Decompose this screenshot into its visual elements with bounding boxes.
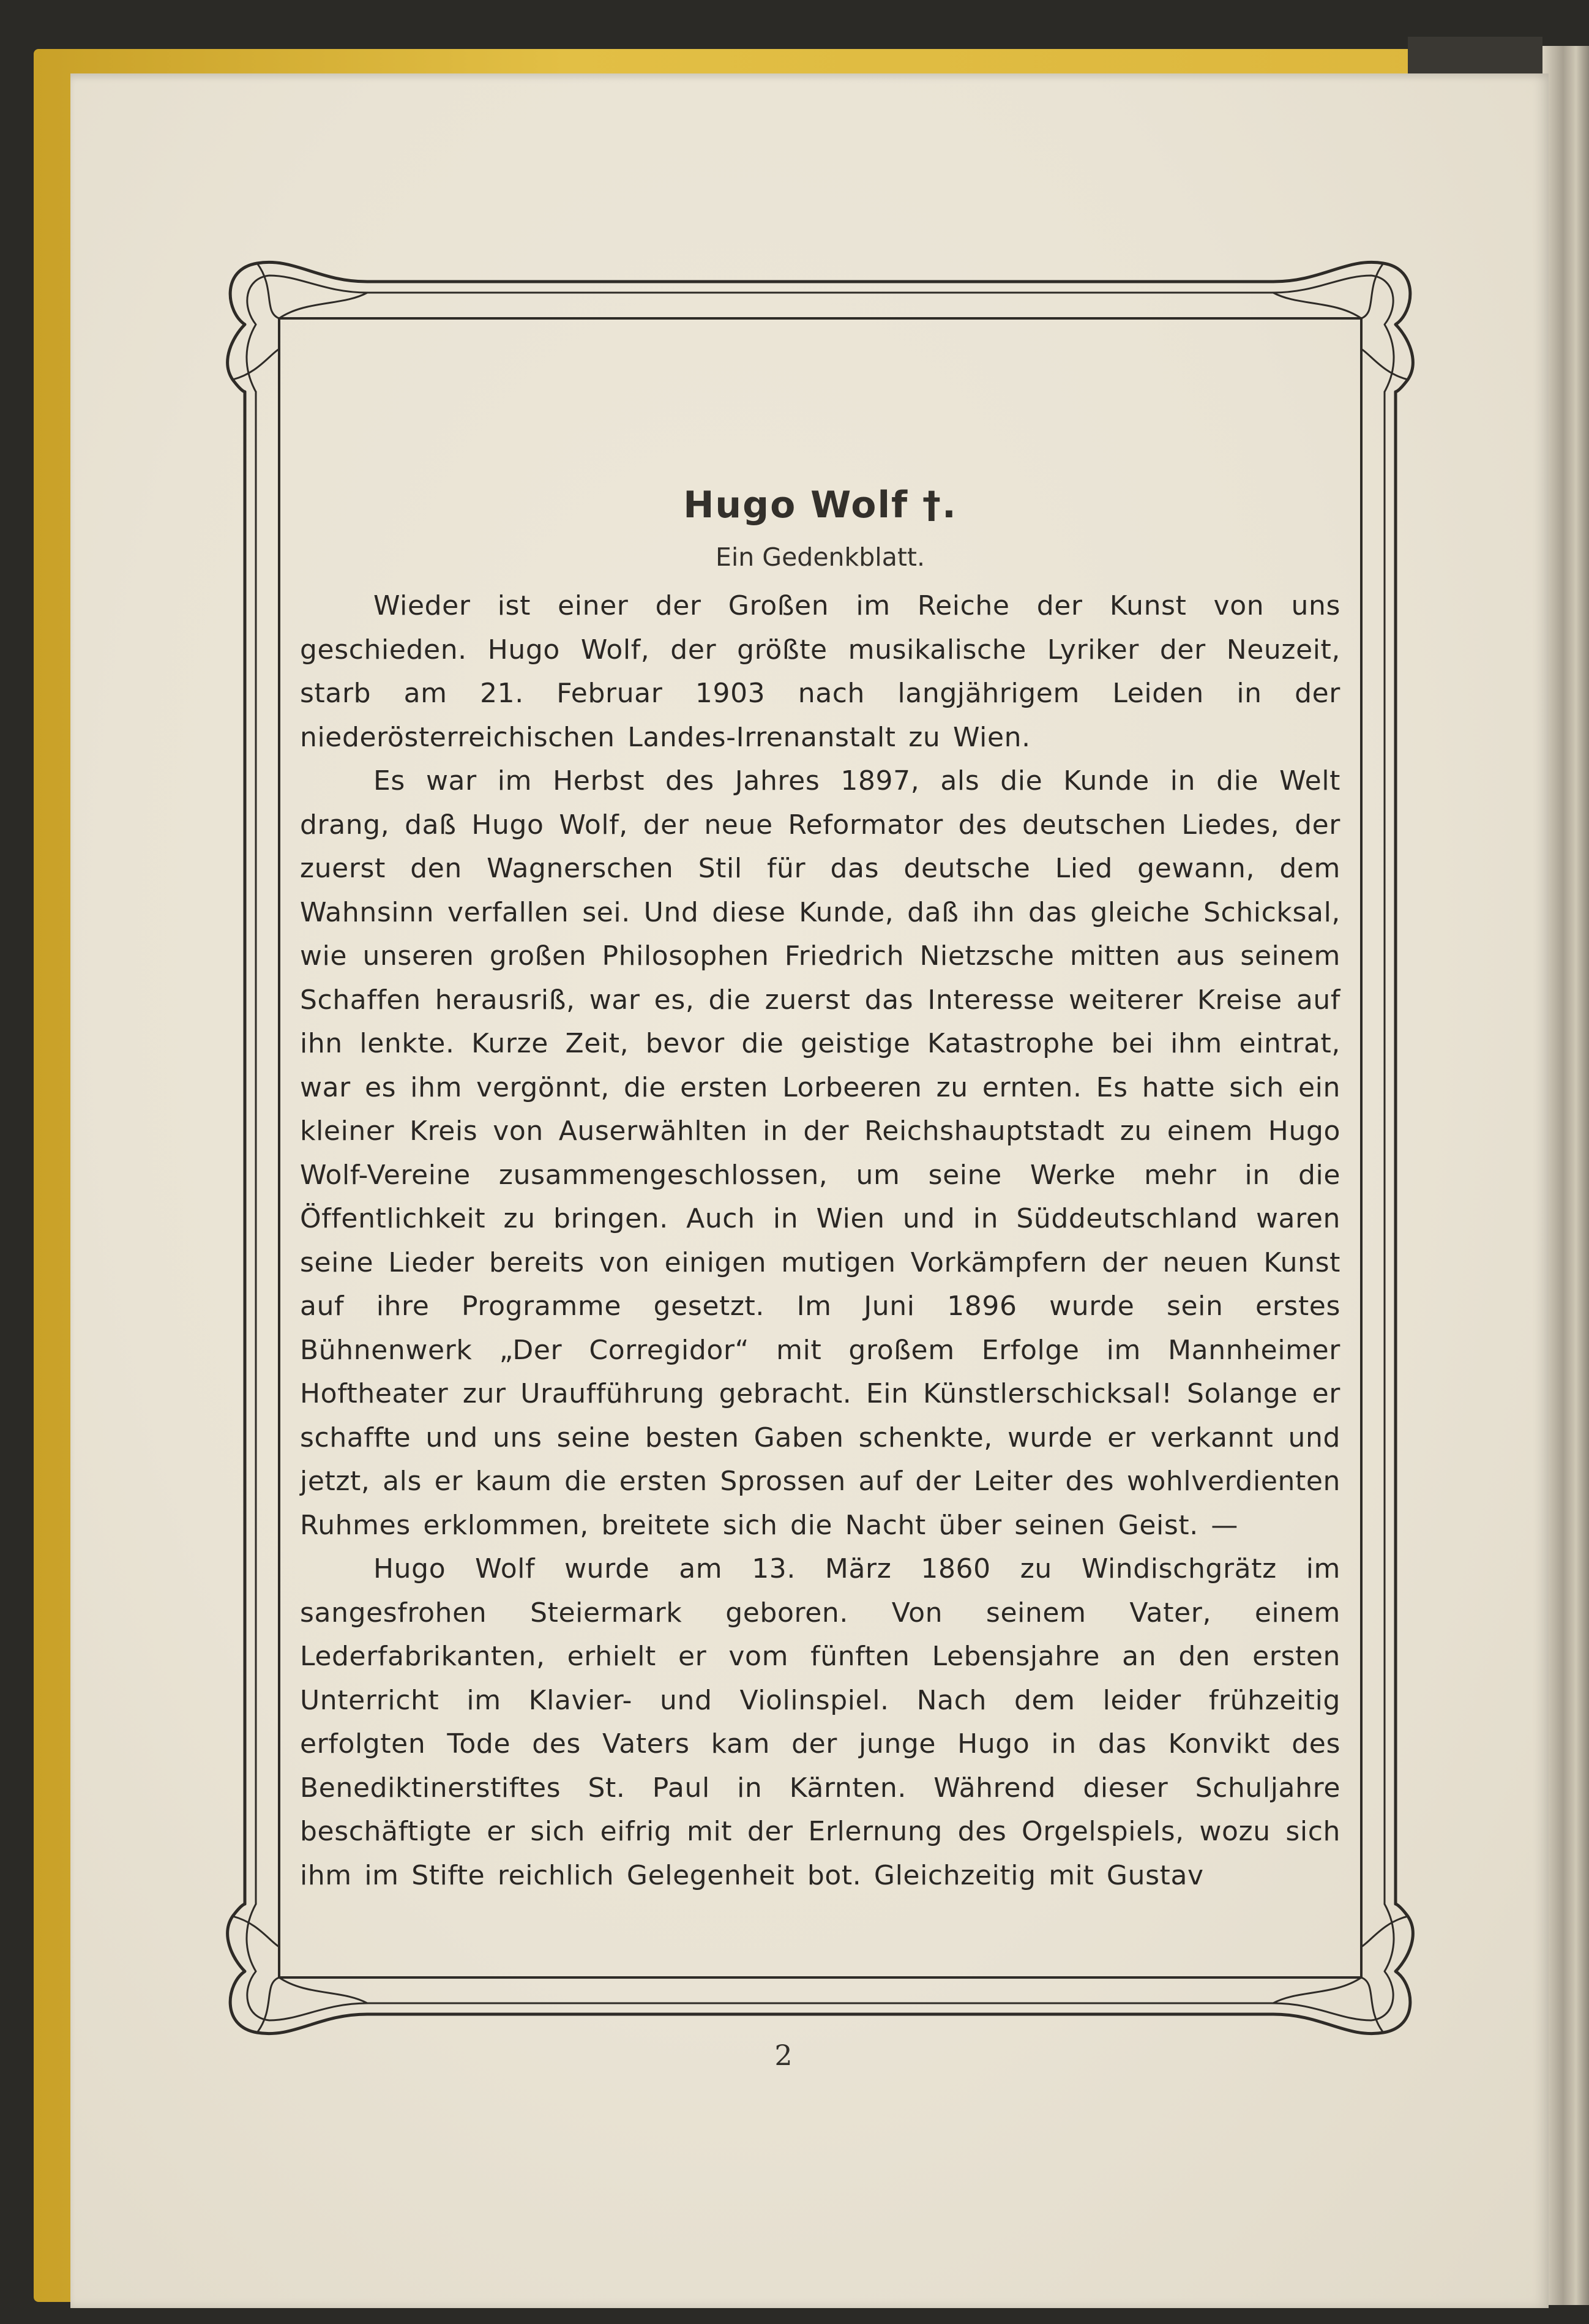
article [300, 484, 1340, 1897]
article-subtitle: Ein Gedenkblatt. [715, 542, 925, 572]
page-number: 2 [774, 2039, 793, 2072]
paragraph: Hugo Wolf wurde am 13. März 1860 zu Windischgrätz im sangesfrohen Steiermark geboren. Von seinem Vater, einem Lederfabrikanten, erhielt er vom fünften Lebensjahre an den ersten Unterricht im Klavier- und Violinspiel. Nach dem leider frühzeitig erfolgten Tode des Vaters kam der junge Hugo in das Konvikt des Benediktinerstiftes St. Paul in Kärnten. Während dieser Schuljahre beschäftigte er sich eifrig mit der Erlernung des Orgelspiels, wozu sich ihm im Stifte reichlich Gelegenheit bot. Gleichzeitig mit Gustav [300, 1553, 1340, 1891]
article-title: Hugo Wolf †. [683, 484, 957, 527]
paragraph: Wieder ist einer der Großen im Reiche der Kunst von uns geschieden. Hugo Wolf, der größte musikalische Lyriker der Neuzeit, starb am 21. Februar 1903 nach langjährigem Leiden in der niederösterreichischen Landes-Irrenanstalt zu Wien. [300, 590, 1340, 753]
paragraph: Es war im Herbst des Jahres 1897, als die Kunde in die Welt drang, daß Hugo Wolf, der neue Reformator des deutschen Liedes, der zuerst den Wagnerschen Stil für das deutsche Lied gewann, dem Wahnsinn verfallen sei. Und diese Kunde, daß ihn das gleiche Schicksal, wie unseren großen Philosophen Friedrich Nietzsche mitten aus seinem Schaffen herausriß, war es, die zuerst das Interesse weiterer Kreise auf ihn lenkte. Kurze Zeit, bevor die geistige Katastrophe bei ihm eintrat, war es ihm vergönnt, die ersten Lorbeeren zu ernten. Es hatte sich ein kleiner Kreis von Auserwählten in der Reichshauptstadt zu einem Hugo Wolf-Vereine zusammengeschlossen, um seine Werke mehr in die Öffentlichkeit zu bringen. Auch in Wien und in Süddeutschland waren seine Lieder bereits von einigen mutigen Vorkämpfern der neuen Kunst auf ihre Programme gesetzt. Im Juni 1896 wurde sein erstes Bühnenwerk „Der Corregidor“ mit großem Erfolge im Mannheimer Hoftheater zur Uraufführung gebracht. Ein Künstlerschicksal! Solange er schaffte und uns seine besten Gaben schenkte, wurde er verkannt und jetzt, als er kaum die ersten Sprossen auf der Leiter des wohlverdienten Ruhmes erklommen, breitete sich die Nacht über seinen Geist. — [300, 765, 1340, 1541]
